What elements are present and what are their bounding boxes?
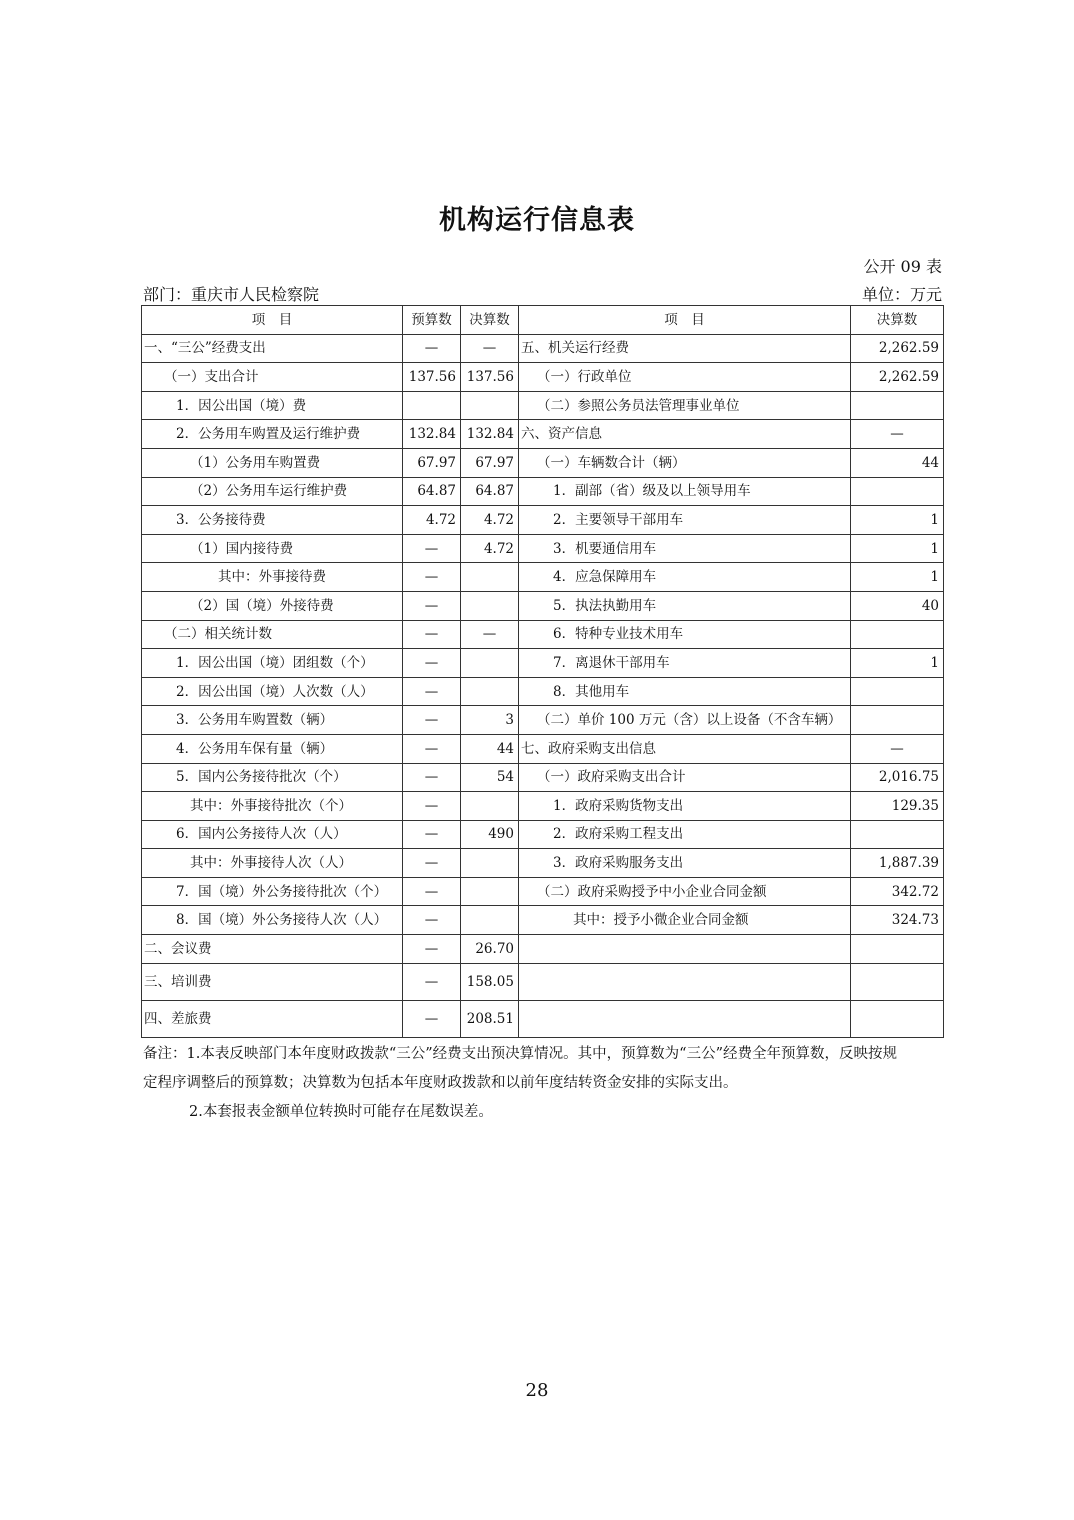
left-final-value (461, 877, 519, 906)
left-item-label: 其中：外事接待费 (142, 563, 403, 592)
right-item-label: 7．离退休干部用车 (519, 649, 851, 678)
left-item-label: 2．公务用车购置及运行维护费 (142, 420, 403, 449)
table-row (142, 706, 944, 735)
left-item-label: 8．国（境）外公务接待人次（人） (142, 906, 403, 935)
right-final-value: 44 (851, 448, 944, 477)
header-budget: 预算数 (403, 306, 461, 335)
right-final-value: 1 (851, 534, 944, 563)
right-item-label: 8．其他用车 (519, 677, 851, 706)
left-budget-value: — (403, 1000, 461, 1037)
left-final-value (461, 649, 519, 678)
table-row (142, 677, 944, 706)
right-final-value: — (851, 734, 944, 763)
left-final-value: 3 (461, 706, 519, 735)
right-final-value: 2,262.59 (851, 334, 944, 363)
left-budget-value: — (403, 792, 461, 821)
department-label: 部门：重庆市人民检察院 (143, 285, 320, 304)
right-item-label: （一）行政单位 (519, 363, 851, 392)
left-budget-value: — (403, 877, 461, 906)
header-item: 项 目 (142, 306, 403, 335)
left-budget-value: 137.56 (403, 363, 461, 392)
left-item-label: （1）国内接待费 (142, 534, 403, 563)
left-item-label: 5．国内公务接待批次（个） (142, 763, 403, 792)
table-row (142, 935, 944, 964)
left-final-value: 54 (461, 763, 519, 792)
left-item-label: 3．公务接待费 (142, 506, 403, 535)
left-final-value: — (461, 620, 519, 649)
left-item-label: 其中：外事接待人次（人） (142, 849, 403, 878)
note-line-3: 2.本套报表金额单位转换时可能存在尾数误差。 (189, 1104, 493, 1120)
right-item-label: （一）车辆数合计（辆） (519, 448, 851, 477)
left-budget-value: — (403, 706, 461, 735)
table-row (142, 792, 944, 821)
right-final-value: 1 (851, 649, 944, 678)
table-row (142, 906, 944, 935)
table-row (142, 363, 944, 392)
left-budget-value: — (403, 734, 461, 763)
table-row (142, 563, 944, 592)
left-budget-value: 132.84 (403, 420, 461, 449)
left-final-value: 137.56 (461, 363, 519, 392)
right-item-label: （一）政府采购支出合计 (519, 763, 851, 792)
right-final-value: 342.72 (851, 877, 944, 906)
table-row (142, 420, 944, 449)
left-final-value: 44 (461, 734, 519, 763)
right-final-value (851, 391, 944, 420)
right-final-value (851, 620, 944, 649)
left-item-label: 1．因公出国（境）费 (142, 391, 403, 420)
table-row (142, 649, 944, 678)
right-final-value (851, 820, 944, 849)
left-item-label: 2．因公出国（境）人次数（人） (142, 677, 403, 706)
right-final-value: 1,887.39 (851, 849, 944, 878)
right-item-label: 1．副部（省）级及以上领导用车 (519, 477, 851, 506)
table-row (142, 877, 944, 906)
table-row (142, 734, 944, 763)
left-item-label: （二）相关统计数 (142, 620, 403, 649)
note-line-2: 定程序调整后的预算数；决算数为包括本年度财政拨款和以前年度结转资金安排的实际支出。 (143, 1075, 738, 1091)
right-item-label: 4．应急保障用车 (519, 563, 851, 592)
left-item-label: 3．公务用车购置数（辆） (142, 706, 403, 735)
left-budget-value: — (403, 620, 461, 649)
left-budget-value: — (403, 935, 461, 964)
left-budget-value: — (403, 334, 461, 363)
left-budget-value: — (403, 963, 461, 1000)
unit-label: 单位：万元 (861, 285, 942, 304)
right-item-label: 五、机关运行经费 (519, 334, 851, 363)
left-budget-value: — (403, 649, 461, 678)
left-final-value: 132.84 (461, 420, 519, 449)
table-row (142, 391, 944, 420)
left-final-value (461, 792, 519, 821)
left-item-label: 6．国内公务接待人次（人） (142, 820, 403, 849)
right-item-label: 5．执法执勤用车 (519, 591, 851, 620)
right-final-value (851, 963, 944, 1000)
left-budget-value: — (403, 906, 461, 935)
right-final-value: 40 (851, 591, 944, 620)
table-row (142, 334, 944, 363)
left-budget-value: — (403, 820, 461, 849)
table-row (142, 477, 944, 506)
header-final: 决算数 (461, 306, 519, 335)
left-final-value: 158.05 (461, 963, 519, 1000)
table-row (142, 820, 944, 849)
notes (143, 1040, 943, 1127)
left-final-value: 4.72 (461, 506, 519, 535)
table-row (142, 849, 944, 878)
left-final-value (461, 563, 519, 592)
right-item-label: （二）单价 100 万元（含）以上设备（不含车辆） (519, 706, 851, 735)
right-item-label: 6．特种专业技术用车 (519, 620, 851, 649)
left-budget-value: 64.87 (403, 477, 461, 506)
info-table (141, 305, 944, 1038)
table-row (142, 963, 944, 1000)
left-budget-value: — (403, 534, 461, 563)
table-header-row (142, 306, 944, 335)
right-final-value (851, 677, 944, 706)
left-budget-value: — (403, 563, 461, 592)
left-item-label: 其中：外事接待批次（个） (142, 792, 403, 821)
right-final-value (851, 477, 944, 506)
form-number: 公开 09 表 (863, 257, 942, 276)
right-item-label: 六、资产信息 (519, 420, 851, 449)
left-budget-value: — (403, 763, 461, 792)
table-row (142, 620, 944, 649)
left-budget-value: 4.72 (403, 506, 461, 535)
left-budget-value: 67.97 (403, 448, 461, 477)
right-final-value: 1 (851, 563, 944, 592)
table-row (142, 763, 944, 792)
left-final-value (461, 391, 519, 420)
right-item-label: 3．机要通信用车 (519, 534, 851, 563)
table-row (142, 506, 944, 535)
table-row (142, 1000, 944, 1037)
left-item-label: （2）公务用车运行维护费 (142, 477, 403, 506)
left-budget-value (403, 391, 461, 420)
left-budget-value: — (403, 677, 461, 706)
left-final-value: 490 (461, 820, 519, 849)
left-item-label: （一）支出合计 (142, 363, 403, 392)
note-line-1: 备注：1.本表反映部门本年度财政拨款“三公”经费支出预决算情况。其中，预算数为“三公”经费全年预算数，反映按规 (143, 1046, 897, 1062)
right-item-label: （二）政府采购授予中小企业合同金额 (519, 877, 851, 906)
left-final-value (461, 906, 519, 935)
right-item-label (519, 963, 851, 1000)
left-budget-value: — (403, 849, 461, 878)
right-item-label: 七、政府采购支出信息 (519, 734, 851, 763)
left-item-label: 三、培训费 (142, 963, 403, 1000)
left-final-value: 4.72 (461, 534, 519, 563)
table-row (142, 534, 944, 563)
right-final-value (851, 935, 944, 964)
left-item-label: （1）公务用车购置费 (142, 448, 403, 477)
left-final-value (461, 591, 519, 620)
left-final-value (461, 849, 519, 878)
right-item-label: 2．政府采购工程支出 (519, 820, 851, 849)
left-final-value: 26.70 (461, 935, 519, 964)
right-final-value: 129.35 (851, 792, 944, 821)
header-final-right: 决算数 (851, 306, 944, 335)
left-final-value (461, 677, 519, 706)
page-number: 28 (525, 1380, 549, 1401)
page-title: 机构运行信息表 (439, 205, 635, 236)
right-final-value (851, 1000, 944, 1037)
table-row (142, 448, 944, 477)
left-item-label: 二、会议费 (142, 935, 403, 964)
left-final-value: 208.51 (461, 1000, 519, 1037)
right-item-label: 3．政府采购服务支出 (519, 849, 851, 878)
table-row (142, 591, 944, 620)
left-item-label: （2）国（境）外接待费 (142, 591, 403, 620)
left-item-label: 1．因公出国（境）团组数（个） (142, 649, 403, 678)
right-item-label: 1．政府采购货物支出 (519, 792, 851, 821)
right-item-label: 2．主要领导干部用车 (519, 506, 851, 535)
right-item-label (519, 1000, 851, 1037)
right-final-value: 324.73 (851, 906, 944, 935)
left-budget-value: — (403, 591, 461, 620)
left-item-label: 4．公务用车保有量（辆） (142, 734, 403, 763)
left-final-value: 67.97 (461, 448, 519, 477)
right-final-value: 2,262.59 (851, 363, 944, 392)
right-final-value: — (851, 420, 944, 449)
left-item-label: 四、差旅费 (142, 1000, 403, 1037)
right-item-label (519, 935, 851, 964)
left-final-value: — (461, 334, 519, 363)
right-item-label: 其中：授予小微企业合同金额 (519, 906, 851, 935)
right-final-value: 2,016.75 (851, 763, 944, 792)
left-item-label: 7．国（境）外公务接待批次（个） (142, 877, 403, 906)
right-final-value: 1 (851, 506, 944, 535)
right-item-label: （二）参照公务员法管理事业单位 (519, 391, 851, 420)
left-item-label: 一、“三公”经费支出 (142, 334, 403, 363)
right-final-value (851, 706, 944, 735)
left-final-value: 64.87 (461, 477, 519, 506)
header-item-right: 项 目 (519, 306, 851, 335)
